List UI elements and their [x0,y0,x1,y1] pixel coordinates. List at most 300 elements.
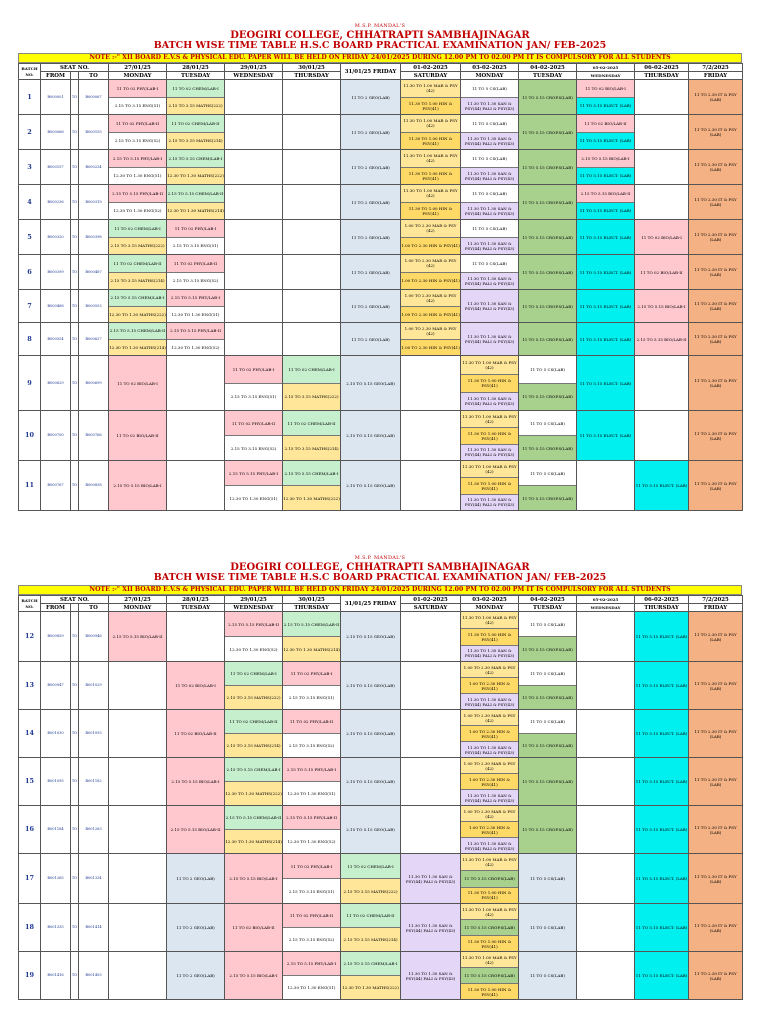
weekday-header: SATURDAY [401,72,461,80]
schedule-cell: 11.30 TO 1.00 MAR & PSY (42) 11.30 TO 1.00 HIN & PSY(41) 11.30 TO 1.30 SAN & PSY(44) PALI & PSY(43) [461,356,519,411]
schedule-cell: 11 TO 02 PHY/LAB-II 2.15 TO 3.15 ENG(52) [167,255,225,290]
table-header [19,64,743,80]
schedule-cell: 11 TO 2 GEO(LAB) [341,323,401,356]
schedule-cell: 2.15 TO 5.15 BIO/LAB-II 11 TO 5.15 ELECT. (LAB) [577,185,635,220]
schedule-cell [283,150,341,185]
day-header: 7/2/2025 [689,596,743,604]
schedule-cell: 11 TO 2.30 IT & PSY (LAB) [689,904,743,952]
schedule-cell: 11 TO 2.30 IT & PSY (LAB) [689,952,743,1000]
schedule-cell [109,904,167,952]
schedule-cell: 1.00 TO 2.30 MAR & PSY (42) 1.00 TO 2.30 HIN & PSY(41) [401,220,461,255]
schedule-cell: 1.00 TO 2.30 MAR & PSY (42) 1.00 TO 2.30 HIN & PSY(41) 11.30 TO 1.30 SAN & PSY(44) PALI & PSY(43) [461,758,519,806]
seat-from: B000068 [41,115,71,150]
table-row [19,806,743,854]
seat-to-sep: TO [71,323,79,356]
schedule-cell: 2.15 TO 5.15 CHEM/LAB-II 12.30 TO 1.30 MATHS(214) [283,612,341,662]
schedule-cell [167,411,225,461]
table-body [19,612,743,1000]
schedule-cell: 11 TO 5.15 CROP.S(LAB) [519,758,577,806]
schedule-cell: 2.15 TO 5.15 PHY/LAB-I 12.30 TO 1.30 ENG(51) [109,150,167,185]
schedule-cell: 11 TO 5.15 CROP.S(LAB) [519,150,577,185]
seat-from: B001416 [41,952,71,1000]
schedule-cell: 11.30 TO 1.00 MAR & PSY (42) 11.30 TO 1.00 HIN & PSY(41) 11.30 TO 1.30 SAN & PSY(44) PALI & PSY(43) [461,411,519,461]
schedule-cell [109,952,167,1000]
seat-to-sep: TO [71,806,79,854]
weekday-header: TUESDAY [167,604,225,612]
schedule-cell: 11 TO 02 CHEM/LAB-II 2.15 TO 3.15 MATHS(214) [283,411,341,461]
batch-col-header: BATCH NO. [19,596,41,612]
table-row [19,290,743,323]
timetable-grid [18,63,743,511]
schedule-cell [577,952,635,1000]
schedule-cell: 2.15 TO 5.15 GEO(LAB) [341,710,401,758]
schedule-cell [577,854,635,904]
schedule-cell [109,854,167,904]
schedule-cell [167,612,225,662]
seat-from: B000236 [41,185,71,220]
schedule-cell: 11.30 TO 1.00 MAR & PSY (42) 11 TO 5.15 CROP.S(LAB) 11.30 TO 1.00 HIN & PSY(41) [461,904,519,952]
weekday-header: MONDAY [461,72,519,80]
seat-to: B000467 [79,255,109,290]
schedule-cell: 11.30 TO 1.30 SAN & PSY(44) PALI & PSY(43) [401,904,461,952]
schedule-cell: 11 TO 02 CHEM/LAB-I 2.15 TO 3.15 MATHS(222) [167,80,225,115]
schedule-cell [577,806,635,854]
schedule-cell: 2.15 TO 5.15 PHY/LAB-II 12.30 TO 1.30 ENG(52) [167,323,225,356]
page-header [18,556,742,584]
schedule-cell: 11 TO 02 BIO/LAB-I 11 TO 5.15 ELECT. (LAB) [577,80,635,115]
schedule-cell: 11 TO 5 CS(LAB) 11 TO 5.15 CROP.S(LAB) [519,612,577,662]
schedule-cell: 2.15 TO 5.15 CHEM/LAB-I 12.30 TO 1.30 MATHS(222) [167,150,225,185]
seat-to: B001182 [79,758,109,806]
schedule-cell [109,806,167,854]
timetable-page-1 [18,24,742,511]
day-header: 04-02-2025 [519,64,577,72]
schedule-cell: 11 TO 5 CS(LAB) 11 TO 5.15 CROP.S(LAB) [519,662,577,710]
seat-to: B000234 [79,150,109,185]
schedule-cell: 1.00 TO 2.30 MAR & PSY (42) 1.00 TO 2.30 HIN & PSY(41) [401,255,461,290]
schedule-cell: 11 TO 02 CHEM/LAB-I 2.15 TO 3.15 MATHS(222) [225,662,283,710]
schedule-cell: 2.15 TO 5.15 GEO(LAB) [341,461,401,511]
table-row [19,356,743,411]
day-header: 03-02-2025 [461,596,519,604]
schedule-cell [109,662,167,710]
schedule-cell: 11 TO 5 CS(LAB) 11.30 TO 1.30 SAN & PSY(44) PALI & PSY(43) [461,185,519,220]
schedule-cell [283,255,341,290]
day-header: 27/01/25 [109,596,167,604]
weekday-header: MONDAY [109,72,167,80]
schedule-cell: 11 TO 5.15 ELECT. (LAB) [577,356,635,411]
schedule-cell: 11.30 TO 1.00 MAR & PSY (42) 11.30 TO 1.00 HIN & PSY(41) 11.30 TO 1.30 SAN & PSY(44) PALI & PSY(43) [461,461,519,511]
schedule-cell: 11 TO 2.30 IT & PSY (LAB) [689,150,743,185]
schedule-cell [225,150,283,185]
batch-number: 1 [19,80,41,115]
schedule-cell [225,80,283,115]
day-header: 29/01/25 [225,596,283,604]
table-row [19,220,743,255]
seat-to-sep: TO [71,220,79,255]
table-row [19,411,743,461]
notice-banner: NOTE :-" XII BOARD E.V.S & PHYSICAL EDU. PAPER WILL BE HELD ON FRIDAY 24/01/2025 DURING 12.00 PM TO 02.00 PM IT IS COMPULSORY FOR ALL STUDENTS [18,585,742,595]
seat-from: B001095 [41,758,71,806]
weekday-header: WEDNESDAY [225,72,283,80]
schedule-cell: 11 TO 5.15 CROP.S(LAB) [519,185,577,220]
from-col-header: FROM [41,604,71,612]
batch-number: 15 [19,758,41,806]
schedule-cell: 11 TO 2.30 IT & PSY (LAB) [689,290,743,323]
schedule-cell: 11 TO 02 PHY/LAB-I 2.15 TO 3.15 ENG(51) [109,80,167,115]
schedule-cell: 11 TO 2.30 IT & PSY (LAB) [689,255,743,290]
seat-to: B000858 [79,461,109,511]
schedule-cell: 11 TO 5.15 ELECT. (LAB) [635,854,689,904]
schedule-cell: 11 TO 5.15 ELECT. (LAB) [577,411,635,461]
schedule-cell: 11 TO 5.15 ELECT. (LAB) [635,710,689,758]
schedule-cell [577,612,635,662]
schedule-cell: 11 TO 02 CHEM/LAB-II 2.15 TO 3.15 MATHS(214) [341,904,401,952]
seat-from: B001265 [41,854,71,904]
seat-from: B001335 [41,904,71,952]
table-row [19,612,743,662]
seat-to-sep: TO [71,356,79,411]
seat-to-sep: TO [71,115,79,150]
seat-to: B000699 [79,356,109,411]
schedule-cell: 11 TO 2 GEO(LAB) [341,185,401,220]
schedule-cell [225,220,283,255]
weekday-header: WEDNESDAY [577,604,635,612]
notice-banner: NOTE :-" XII BOARD E.V.S & PHYSICAL EDU. PAPER WILL BE HELD ON FRIDAY 24/01/2025 DURING 12.00 PM TO 02.00 PM IT IS COMPULSORY FOR ALL STUDENTS [18,53,742,63]
schedule-cell: 11 TO 5 CS(LAB) 11 TO 5.15 CROP.S(LAB) [519,356,577,411]
schedule-cell: 2.15 TO 5.15 BIO/LAB-I 11 TO 5.15 ELECT. (LAB) [577,150,635,185]
seat-from: B000700 [41,411,71,461]
schedule-cell: 11 TO 2.30 IT & PSY (LAB) [689,411,743,461]
schedule-cell: 11 TO 02 PHY/LAB-II 2.15 TO 3.15 ENG(52) [109,115,167,150]
schedule-cell: 11 TO 5 CS(LAB) 11.30 TO 1.30 SAN & PSY(44) PALI & PSY(43) [461,150,519,185]
seat-to-sep: TO [71,854,79,904]
seat-to-sep: TO [71,662,79,710]
batch-number: 8 [19,323,41,356]
schedule-cell [401,806,461,854]
schedule-cell: 2.15 TO 5.15 GEO(LAB) [341,806,401,854]
schedule-cell: 2.15 TO 5.15 CHEM/LAB-I 12.30 TO 1.30 MATHS(222) [109,290,167,323]
day-header: 31/01/25 FRIDAY [341,64,401,80]
schedule-cell [225,115,283,150]
schedule-cell: 11 TO 5 CS(LAB) 11.30 TO 1.30 SAN & PSY(44) PALI & PSY(43) [461,220,519,255]
schedule-cell: 11 TO 02 BIO/LAB-I [167,662,225,710]
schedule-cell: 11 TO 02 CHEM/LAB-I 2.15 TO 3.15 MATHS(222) [283,356,341,411]
day-header: 31/01/25 FRIDAY [341,596,401,612]
day-header: 29/01/25 [225,64,283,72]
schedule-cell: 11 TO 5 CS(LAB) [519,904,577,952]
schedule-cell: 1.00 TO 2.30 MAR & PSY (42) 1.00 TO 2.30 HIN & PSY(41) 11.30 TO 1.30 SAN & PSY(44) PALI & PSY(43) [461,710,519,758]
weekday-header: TUESDAY [167,72,225,80]
schedule-cell: 11 TO 02 PHY/LAB-I 2.15 TO 3.15 ENG(51) [225,356,283,411]
schedule-cell: 11 TO 5 CS(LAB) [519,952,577,1000]
schedule-cell: 1.00 TO 2.30 MAR & PSY (42) 1.00 TO 2.30 HIN & PSY(41) 11.30 TO 1.30 SAN & PSY(44) PALI & PSY(43) [461,662,519,710]
schedule-cell: 11 TO 2.30 IT & PSY (LAB) [689,220,743,255]
seat-col-header: SEAT NO. [41,596,109,604]
seat-to: B000155 [79,115,109,150]
schedule-cell [401,612,461,662]
schedule-cell: 1.00 TO 2.30 MAR & PSY (42) 1.00 TO 2.30 HIN & PSY(41) 11.30 TO 1.30 SAN & PSY(44) PALI & PSY(43) [461,806,519,854]
seat-to: B001093 [79,710,109,758]
schedule-cell: 11 TO 2.30 IT & PSY (LAB) [689,612,743,662]
seat-col-header: SEAT NO. [41,64,109,72]
schedule-cell: 11 TO 2 GEO(LAB) [167,904,225,952]
seat-to: B001334 [79,854,109,904]
day-header: 06-02-2025 [635,64,689,72]
schedule-cell [401,758,461,806]
schedule-cell [635,185,689,220]
batch-number: 11 [19,461,41,511]
schedule-cell [225,323,283,356]
batch-number: 17 [19,854,41,904]
weekday-header: TUESDAY [519,72,577,80]
day-header: 30/01/25 [283,64,341,72]
batch-number: 12 [19,612,41,662]
table-row [19,80,743,115]
seat-from: B000157 [41,150,71,185]
seat-to-sep: TO [71,461,79,511]
schedule-cell: 11 TO 5.15 ELECT. (LAB) [635,612,689,662]
table-row [19,710,743,758]
schedule-cell: 11.30 TO 1.00 MAR & PSY (42) 11.30 TO 1.00 HIN & PSY(41) [401,80,461,115]
table-header [19,596,743,612]
schedule-cell: 2.15 TO 5.15 CHEM/LAB-I 12.30 TO 1.30 MATHS(222) [341,952,401,1000]
schedule-cell: 11 TO 2 GEO(LAB) [341,290,401,323]
schedule-cell: 11 TO 5.15 CROP.S(LAB) [519,806,577,854]
seat-to: B000766 [79,411,109,461]
schedule-cell: 2.15 TO 5.15 BIO/LAB-I [225,952,283,1000]
schedule-cell: 2.15 TO 5.15 GEO(LAB) [341,356,401,411]
weekday-header: MONDAY [461,604,519,612]
mandal-name: M.S.P. MANDAL'S [354,23,406,29]
schedule-cell: 2.15 TO 5.15 BIO/LAB-II [635,323,689,356]
schedule-cell [283,323,341,356]
weekday-header: THURSDAY [635,72,689,80]
schedule-cell: 11 TO 2 GEO(LAB) [167,854,225,904]
schedule-cell [283,80,341,115]
schedule-cell: 11 TO 2.30 IT & PSY (LAB) [689,80,743,115]
weekday-header: WEDNESDAY [225,604,283,612]
day-header: 30/01/25 [283,596,341,604]
schedule-cell: 11.30 TO 1.00 MAR & PSY (42) 11.30 TO 1.00 HIN & PSY(41) [401,150,461,185]
weekday-header: TUESDAY [519,604,577,612]
seat-to: B000067 [79,80,109,115]
schedule-cell: 1.00 TO 2.30 MAR & PSY (42) 1.00 TO 2.30 HIN & PSY(41) [401,323,461,356]
batch-number: 10 [19,411,41,461]
schedule-cell: 2.15 TO 5.15 PHY/LAB-II 12.30 TO 1.30 ENG(52) [225,612,283,662]
batch-number: 6 [19,255,41,290]
schedule-cell [167,356,225,411]
schedule-cell: 2.15 TO 5.15 BIO/LAB-II [167,806,225,854]
schedule-cell: 11 TO 2 GEO(LAB) [341,80,401,115]
seat-from: B000629 [41,356,71,411]
batch-number: 5 [19,220,41,255]
batch-number: 19 [19,952,41,1000]
seat-from: B000399 [41,255,71,290]
batch-number: 14 [19,710,41,758]
schedule-cell: 11 TO 5 CS(LAB) 11.30 TO 1.30 SAN & PSY(44) PALI & PSY(43) [461,115,519,150]
batch-number: 18 [19,904,41,952]
schedule-cell: 11 TO 02 BIO/LAB-II [635,255,689,290]
schedule-cell [401,662,461,710]
schedule-cell: 2.15 TO 5.15 PHY/LAB-II 12.30 TO 1.30 ENG(52) [109,185,167,220]
to-col-header: TO [79,604,109,612]
schedule-cell: 11 TO 2 GEO(LAB) [167,952,225,1000]
schedule-cell: 2.15 TO 5.15 BIO/LAB-I [635,290,689,323]
day-header: 06-02-2025 [635,596,689,604]
seat-to-sep: TO [71,185,79,220]
schedule-cell: 2.15 TO 5.15 CHEM/LAB-I 12.30 TO 1.30 MATHS(222) [225,758,283,806]
schedule-cell: 11 TO 02 CHEM/LAB-I 2.15 TO 3.15 MATHS(222) [109,220,167,255]
schedule-cell: 11 TO 2 GEO(LAB) [341,220,401,255]
day-header: 28/01/25 [167,64,225,72]
schedule-cell: 11.30 TO 1.00 MAR & PSY (42) 11.30 TO 1.00 HIN & PSY(41) 11.30 TO 1.30 SAN & PSY(44) PALI & PSY(43) [461,612,519,662]
day-header: 28/01/25 [167,596,225,604]
schedule-cell: 2.15 TO 5.15 BIO/LAB-I [167,758,225,806]
seat-to-sep: TO [71,255,79,290]
schedule-cell: 11 TO 5.15 CROP.S(LAB) [519,115,577,150]
schedule-cell [225,290,283,323]
day-header: 7/2/2025 [689,64,743,72]
schedule-cell: 11 TO 02 BIO/LAB-II [225,904,283,952]
seat-from: B000320 [41,220,71,255]
seat-from: B000767 [41,461,71,511]
seat-to-sep: TO [71,150,79,185]
day-header: 01-02-2025 [401,64,461,72]
table-row [19,115,743,150]
college-name: DEOGIRI COLLEGE, CHHATRAPTI SAMBHAJINAGAR [230,29,530,41]
schedule-cell: 11 TO 2 GEO(LAB) [341,115,401,150]
table-row [19,662,743,710]
seat-to: B001263 [79,806,109,854]
schedule-cell: 11 TO 5.15 ELECT. (LAB) [635,758,689,806]
timetable-grid [18,595,743,1000]
schedule-cell [401,411,461,461]
schedule-cell: 11 TO 02 BIO/LAB-I [635,220,689,255]
seat-from: B001184 [41,806,71,854]
schedule-cell [577,710,635,758]
timetable-page-2 [18,556,742,1000]
table-row [19,323,743,356]
schedule-cell: 2.15 TO 5.15 PHY/LAB-I 12.30 TO 1.30 ENG(51) [283,952,341,1000]
seat-from: B001030 [41,710,71,758]
schedule-cell: 11 TO 5.15 ELECT. (LAB) [577,323,635,356]
schedule-cell: 11 TO 02 CHEM/LAB-I 2.15 TO 3.15 MATHS(222) [341,854,401,904]
schedule-cell: 11.30 TO 1.00 MAR & PSY (42) 11 TO 5.15 CROP.S(LAB) 11.30 TO 1.00 HIN & PSY(41) [461,952,519,1000]
schedule-cell [577,662,635,710]
schedule-cell: 2.15 TO 5.15 BIO/LAB-I [225,854,283,904]
schedule-cell: 11 TO 5.15 ELECT. (LAB) [635,806,689,854]
seat-to: B000398 [79,220,109,255]
batch-col-header: BATCH NO. [19,64,41,80]
schedule-cell [635,150,689,185]
schedule-cell: 1.00 TO 2.30 MAR & PSY (42) 1.00 TO 2.30 HIN & PSY(41) [401,290,461,323]
day-header: 03-02-2025 [461,64,519,72]
schedule-cell [635,356,689,411]
batch-number: 4 [19,185,41,220]
from-col-header: FROM [41,72,71,80]
weekday-header: WEDNESDAY [577,72,635,80]
seat-to-sep: TO [71,411,79,461]
schedule-cell: 11 TO 5.15 ELECT. (LAB) [635,952,689,1000]
schedule-cell: 11 TO 2.30 IT & PSY (LAB) [689,185,743,220]
schedule-cell: 2.15 TO 5.15 PHY/LAB-I 12.30 TO 1.30 ENG(51) [167,290,225,323]
seat-to: B001493 [79,952,109,1000]
batch-number: 16 [19,806,41,854]
schedule-cell [577,461,635,511]
batch-number: 13 [19,662,41,710]
schedule-cell: 11 TO 5 CS(LAB) 11.30 TO 1.30 SAN & PSY(44) PALI & PSY(43) [461,80,519,115]
schedule-cell: 11 TO 02 CHEM/LAB-II 2.15 TO 3.15 MATHS(214) [225,710,283,758]
schedule-cell [401,461,461,511]
schedule-cell: 11 TO 5.15 CROP.S(LAB) [519,255,577,290]
schedule-cell: 2.15 TO 5.15 CHEM/LAB-I 12.30 TO 1.30 MATHS(222) [283,461,341,511]
schedule-cell: 11 TO 2.30 IT & PSY (LAB) [689,854,743,904]
schedule-cell: 11 TO 02 CHEM/LAB-II 2.15 TO 3.15 MATHS(214) [109,255,167,290]
schedule-cell: 11 TO 2.30 IT & PSY (LAB) [689,323,743,356]
schedule-cell: 11 TO 5 CS(LAB) 11 TO 5.15 CROP.S(LAB) [519,710,577,758]
table-body [19,80,743,511]
seat-to: B000319 [79,185,109,220]
table-row [19,952,743,1000]
schedule-cell: 11 TO 2 GEO(LAB) [341,150,401,185]
schedule-cell: 11 TO 5.15 ELECT. (LAB) [577,220,635,255]
day-header: 05-02-2025 [577,64,635,72]
schedule-cell [635,115,689,150]
seat-from: B000947 [41,662,71,710]
seat-to-sep: TO [71,290,79,323]
schedule-cell: 11 TO 02 BIO/LAB-I [109,356,167,411]
schedule-cell: 11.30 TO 1.00 MAR & PSY (42) 11.30 TO 1.00 HIN & PSY(41) [401,115,461,150]
schedule-cell [635,411,689,461]
schedule-cell: 2.15 TO 5.15 GEO(LAB) [341,662,401,710]
table-row [19,904,743,952]
schedule-cell: 11 TO 02 PHY/LAB-II 2.15 TO 3.15 ENG(52) [283,710,341,758]
seat-to: B001029 [79,662,109,710]
weekday-header: FRIDAY [689,604,743,612]
batch-number: 9 [19,356,41,411]
seat-to: B000946 [79,612,109,662]
table-row [19,150,743,185]
schedule-cell: 11 TO 5 CS(LAB) 11 TO 5.15 CROP.S(LAB) [519,461,577,511]
schedule-cell: 11 TO 02 BIO/LAB-II [109,411,167,461]
schedule-cell: 11 TO 5.15 ELECT. (LAB) [635,904,689,952]
table-row [19,185,743,220]
table-row [19,255,743,290]
schedule-cell: 2.15 TO 5.15 GEO(LAB) [341,411,401,461]
schedule-cell: 11 TO 5.15 CROP.S(LAB) [519,290,577,323]
schedule-cell: 11 TO 2.30 IT & PSY (LAB) [689,806,743,854]
weekday-header: THURSDAY [283,604,341,612]
seat-to-sep: TO [71,758,79,806]
page-header [18,24,742,52]
weekday-header: THURSDAY [635,604,689,612]
seat-from: B000859 [41,612,71,662]
batch-number: 2 [19,115,41,150]
schedule-cell: 11.30 TO 1.30 SAN & PSY(44) PALI & PSY(43) [401,952,461,1000]
schedule-cell: 11 TO 5.15 CROP.S(LAB) [519,323,577,356]
schedule-cell: 2.15 TO 5.15 BIO/LAB-I [109,461,167,511]
schedule-cell: 11 TO 2 GEO(LAB) [341,255,401,290]
schedule-cell: 11 TO 2.30 IT & PSY (LAB) [689,710,743,758]
day-header: 27/01/25 [109,64,167,72]
schedule-cell [283,115,341,150]
schedule-cell: 11.30 TO 1.30 SAN & PSY(44) PALI & PSY(43) [461,290,519,323]
seat-from: B000468 [41,290,71,323]
schedule-cell: 11 TO 5.15 CROP.S(LAB) [519,80,577,115]
schedule-cell: 11 TO 2.30 IT & PSY (LAB) [689,758,743,806]
seat-to: B000553 [79,290,109,323]
